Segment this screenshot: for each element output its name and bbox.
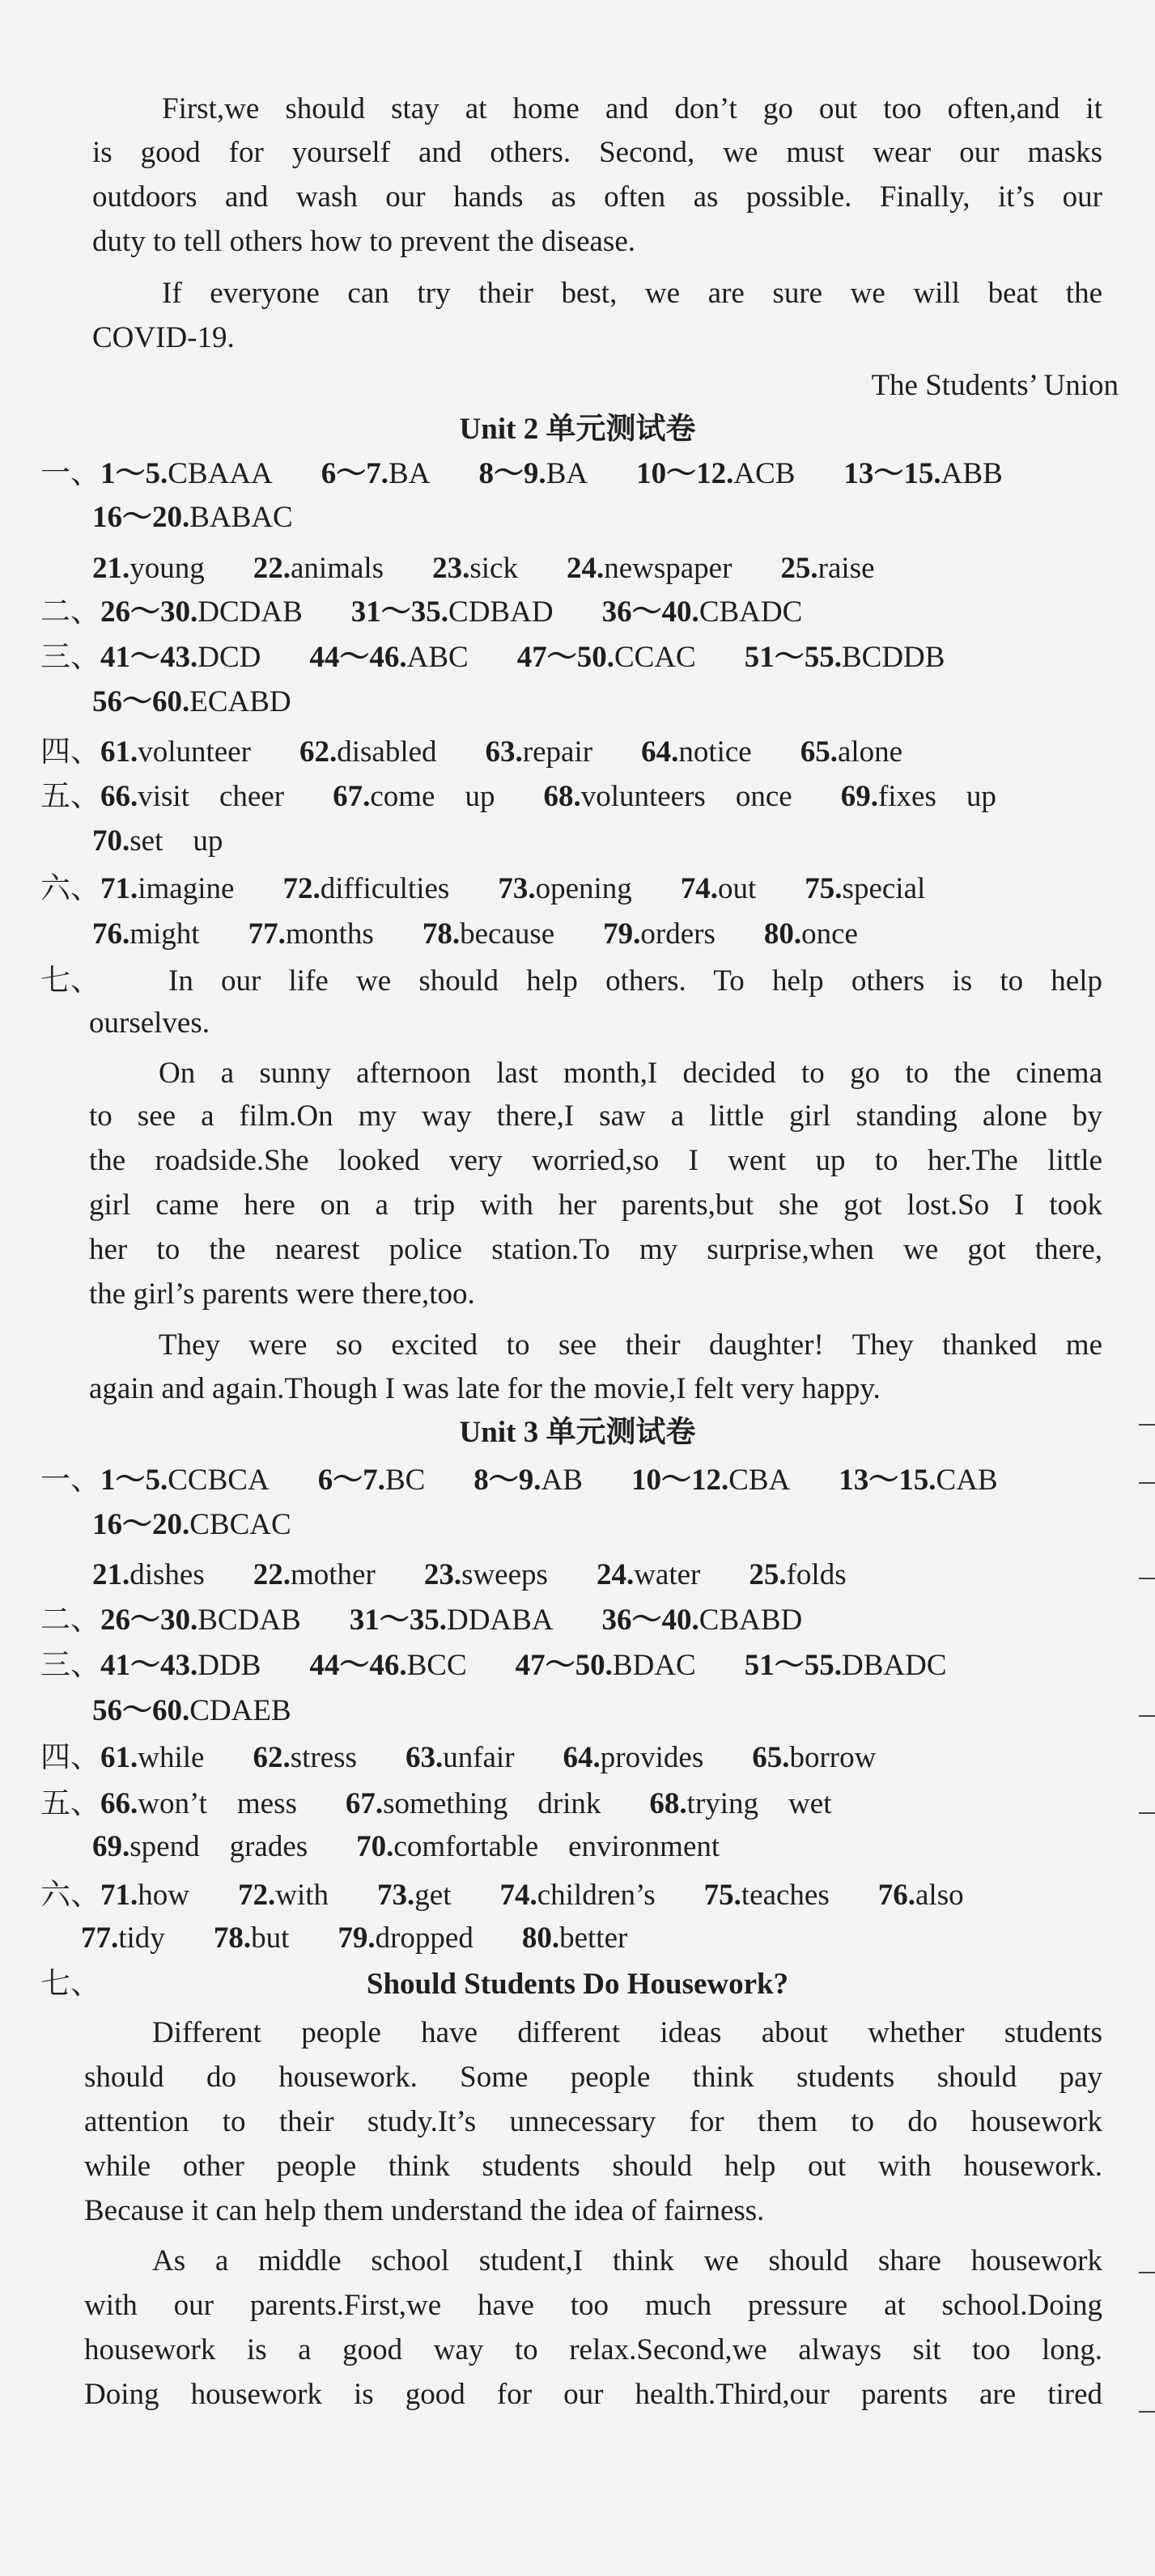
answer: 26～30.BCDAB [100, 1604, 301, 1637]
essay-line: to see a film.On my way there,I saw a little girl standing alone by [89, 1099, 1102, 1133]
answer: 65.alone [800, 735, 903, 769]
section-label: 五、 [40, 1787, 100, 1820]
answer: 51～55.DBADC [744, 1649, 947, 1682]
answer: 6～7.BA [321, 457, 431, 490]
answer: 67.come up [333, 780, 495, 813]
unit2-section5-row2 [92, 821, 223, 862]
answer: 26～30.DCDAB [100, 595, 303, 629]
answer: 67.something drink [345, 1787, 601, 1820]
essay-line: with our parents.First,we have too much pressure at school.Doing [84, 2289, 1102, 2322]
answer: 64.notice [641, 735, 752, 769]
unit3-section6-row2 [81, 1918, 627, 1959]
unit2-section6-row1 [40, 869, 925, 909]
section-label: 二、 [40, 595, 100, 629]
answer: 22.animals [253, 552, 384, 585]
unit2-section3-row1 [40, 638, 945, 678]
answer: 16～20.CBCAC [92, 1508, 291, 1541]
intro-line: is good for yourself and others. Second, we must wear our masks [92, 136, 1102, 169]
answer: 62.disabled [299, 735, 437, 769]
essay-line: girl came here on a trip with her parents,but she got lost.So I took [89, 1188, 1102, 1222]
section-label: 六、 [40, 872, 100, 905]
answer: 71.imagine [100, 872, 235, 905]
intro-line: COVID-19. [92, 321, 235, 354]
essay-line: housework is a good way to relax.Second,we always sit too long. [84, 2333, 1102, 2366]
answer: 56～60.CDAEB [92, 1694, 291, 1727]
answer: 78.because [422, 917, 555, 951]
edge-mark [1139, 1578, 1155, 1579]
answer: 68.volunteers once [543, 780, 792, 813]
answer: 61.while [100, 1741, 205, 1774]
edge-mark [1139, 2272, 1155, 2273]
answer: 8～9.AB [473, 1464, 583, 1497]
answer: 21.young [92, 552, 205, 585]
essay-line: should do housework. Some people think students should pay [84, 2061, 1102, 2094]
answer: 77.tidy [81, 1921, 165, 1955]
answer: 63.repair [485, 735, 593, 769]
unit2-section3-row2 [92, 682, 291, 722]
answer: 71.how [100, 1879, 189, 1912]
essay-line: again and again.Though I was late for the movie,I felt very happy. [89, 1372, 881, 1405]
answer: 75.teaches [703, 1879, 830, 1912]
section-label: 五、 [40, 780, 100, 813]
essay-line: Because it can help them understand the idea of fairness. [84, 2194, 765, 2227]
essay-title: Should Students Do Housework? [366, 1968, 789, 2001]
answer: 72.difficulties [282, 872, 450, 905]
essay-line: On a sunny afternoon last month,I decided to go to the cinema [159, 1057, 1102, 1090]
answer: 24.newspaper [566, 552, 732, 585]
answer: 61.volunteer [100, 735, 251, 769]
intro-line: First,we should stay at home and don’t go out too often,and it [162, 92, 1102, 125]
section-label: 一、 [40, 457, 100, 490]
answer: 47～50.BDAC [515, 1649, 696, 1682]
unit2-section2 [40, 592, 802, 633]
section-label: 二、 [40, 1604, 100, 1637]
edge-mark [1139, 2411, 1155, 2413]
answer: 66.won’t mess [100, 1787, 297, 1820]
answer: 70.set up [92, 824, 223, 858]
answer: 69.fixes up [840, 780, 996, 813]
intro-line: If everyone can try their best, we are sure we will beat the [162, 277, 1102, 310]
unit2-section7-label: 七、 [40, 964, 100, 998]
section-label: 四、 [40, 1741, 100, 1774]
unit3-section6-row1 [40, 1875, 964, 1916]
edge-mark [1139, 1715, 1155, 1717]
essay-line: her to the nearest police station.To my surprise,when we got there, [89, 1233, 1102, 1266]
essay-line: Doing housework is good for our health.Third,our parents are tired [84, 2378, 1102, 2411]
section-label: 三、 [40, 641, 100, 674]
essay-line: They were so excited to see their daughter! They thanked me [159, 1328, 1102, 1362]
answer: 75.special [805, 872, 926, 905]
answer: 80.better [521, 1921, 628, 1955]
answer: 76.also [877, 1879, 964, 1912]
unit2-section6-row2 [92, 914, 858, 955]
answer: 79.orders [603, 917, 716, 951]
answer: 65.borrow [752, 1741, 877, 1774]
answer: 41～43.DCD [100, 641, 261, 674]
answer: 36～40.CBADC [601, 595, 803, 629]
essay-line: In our life we should help others. To help others is to help [168, 964, 1102, 998]
answer: 36～40.CBABD [601, 1604, 803, 1637]
essay-line: the roadside.She looked very worried,so I went up to her.The little [89, 1144, 1102, 1177]
answer: 80.once [763, 917, 858, 951]
unit3-title: Unit 3 单元测试卷 [459, 1416, 696, 1449]
intro-line: duty to tell others how to prevent the disease. [92, 225, 635, 258]
answer: 66.visit cheer [100, 780, 285, 813]
answer: 73.get [377, 1879, 452, 1912]
essay-line: attention to their study.It’s unnecessary for them to do housework [84, 2105, 1102, 2138]
answer: 56～60.ECABD [92, 685, 291, 718]
section-label: 一、 [40, 1464, 100, 1497]
answer: 23.sweeps [423, 1558, 548, 1591]
answer: 31～35.DDABA [349, 1604, 554, 1637]
answer: 62.stress [253, 1741, 357, 1774]
unit3-section3-row1 [40, 1646, 947, 1686]
unit3-section5-row1 [40, 1784, 831, 1824]
edge-mark [1139, 1482, 1155, 1484]
essay-line: the girl’s parents were there,too. [89, 1277, 475, 1311]
unit2-title: Unit 2 单元测试卷 [459, 413, 696, 446]
answer: 78.but [213, 1921, 290, 1955]
edge-mark [1139, 1424, 1155, 1426]
answer: 1～5.CCBCA [100, 1464, 270, 1497]
answer: 77.months [248, 917, 374, 951]
answer: 23.sick [432, 552, 518, 585]
unit2-section1-row2 [92, 498, 293, 538]
edge-mark [1139, 1812, 1155, 1814]
unit3-section1-row3 [92, 1555, 847, 1595]
signature: The Students’ Union [871, 369, 1119, 402]
answer: 47～50.CCAC [516, 641, 696, 674]
answer: 63.unfair [405, 1741, 515, 1774]
unit2-section1-row1 [40, 454, 1003, 494]
section-label: 六、 [40, 1879, 100, 1912]
unit3-section2 [40, 1600, 802, 1641]
answer: 69.spend grades [92, 1830, 308, 1863]
unit3-section3-row2 [92, 1691, 291, 1731]
answer: 21.dishes [92, 1558, 205, 1591]
answer: 44～46.BCC [309, 1649, 467, 1682]
answer: 44～46.ABC [309, 641, 469, 674]
unit2-section4 [40, 732, 902, 773]
essay-line: Different people have different ideas about whether students [152, 2016, 1102, 2049]
essay-line: ourselves. [89, 1006, 210, 1040]
unit3-section4 [40, 1738, 876, 1778]
unit3-section1-row1 [40, 1460, 998, 1501]
section-label: 四、 [40, 735, 100, 769]
essay-line: As a middle school student,I think we should share housework [152, 2244, 1102, 2277]
unit3-section7-label: 七、 [40, 1968, 100, 2001]
intro-line: outdoors and wash our hands as often as possible. Finally, it’s our [92, 180, 1102, 214]
answer: 41～43.DDB [100, 1649, 261, 1682]
answer: 74.children’s [499, 1879, 656, 1912]
answer: 68.trying wet [649, 1787, 832, 1820]
section-label: 三、 [40, 1649, 100, 1682]
answer: 8～9.BA [478, 457, 588, 490]
answer: 13～15.ABB [843, 457, 1003, 490]
answer: 6～7.BC [317, 1464, 426, 1497]
unit2-section5-row1 [40, 777, 996, 817]
unit2-section1-row3 [92, 549, 875, 589]
answer: 72.with [237, 1879, 329, 1912]
answer: 64.provides [563, 1741, 704, 1774]
answer: 25.raise [780, 552, 875, 585]
answer: 79.dropped [338, 1921, 473, 1955]
answer: 10～12.CBA [631, 1464, 791, 1497]
answer: 76.might [92, 917, 200, 951]
unit3-section1-row2 [92, 1505, 291, 1545]
essay-line: while other people think students should help out with housework. [84, 2150, 1102, 2183]
answer: 13～15.CAB [839, 1464, 998, 1497]
answer: 73.opening [498, 872, 632, 905]
answer: 24.water [596, 1558, 701, 1591]
answer: 70.comfortable environment [356, 1830, 720, 1863]
answer: 51～55.BCDDB [744, 641, 945, 674]
answer: 22.mother [253, 1558, 376, 1591]
answer: 16～20.BABAC [92, 501, 293, 534]
unit3-section5-row2 [92, 1827, 720, 1867]
answer: 74.out [680, 872, 757, 905]
answer: 25.folds [749, 1558, 847, 1591]
answer: 10～12.ACB [636, 457, 796, 490]
answer: 31～35.CDBAD [350, 595, 554, 629]
answer: 1～5.CBAAA [100, 457, 273, 490]
